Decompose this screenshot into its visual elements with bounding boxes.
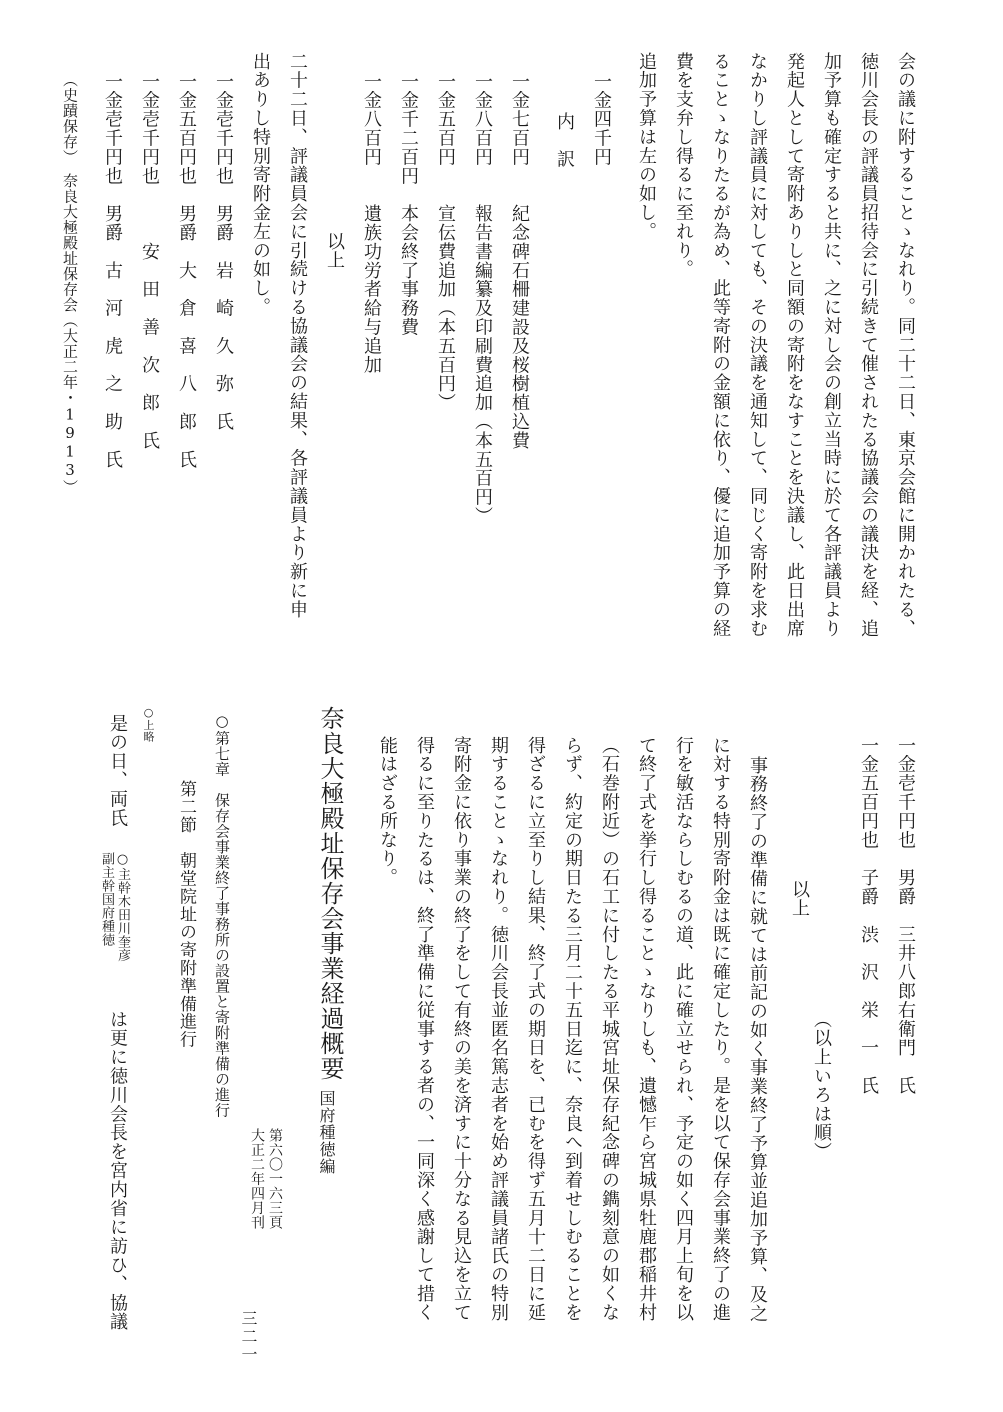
text-line: に対する特別寄附金は既に確定したり。是を以て保存会事業終了の進 [710,736,731,1322]
text-line: 期することゝなれり。徳川会長並匿名篤志者を始め評議員諸氏の特別 [488,736,509,1322]
text-line: 費を支弁し得るに至れり。 [673,52,694,279]
budget-item: 一金七百円 紀念碑石柵建設及桜樹植込費 [509,72,530,450]
text-line: 是の日、両氏 [107,714,128,828]
text-line: 得るに至りたるは、終了準備に従事する者の、一同深く感謝して措く [414,736,435,1322]
text-line: なかりし評議員に対しても、その決議を通知して、同じく寄附を求む [747,52,768,638]
text-line: （石巻附近）の石工に付したる平城宮址保存紀念碑の鐫刻意の如くな [599,736,620,1322]
text-line: 事務終了の準備に就ては前記の如く事業終了予算並追加予算、及之 [747,756,768,1323]
text-line: て終了式を挙行し得ることゝなりしも、遺憾乍ら宮城県牡鹿郡稲井村 [636,736,657,1322]
text-line: らず、約定の期日たる三月二十五日迄に、奈良へ到着せしむることを [562,736,583,1322]
text-line: 寄附金に依り事業の終了をして有終の美を済すに十分なる見込を立て [451,736,472,1322]
text-line: 徳川会長の評議員招待会に引続きて催されたる協議会の議決を経、追 [858,52,879,638]
page-number: 三二一 [239,1310,258,1364]
book-title: 奈良大極殿址保存会事業経過概要 [316,706,344,1081]
section-heading: 第二節 朝堂院址の寄附準備進行 [176,780,196,1049]
donation-item: 一金壱千円也 男爵 三井八郎右衛門 氏 [895,736,916,1096]
budget-item: 一金千二百円 本会終了事務費 [398,72,419,337]
budget-total: 一金四千円 [591,72,612,167]
end-mark: 以上 [789,880,810,918]
inline-note: 副主幹国府種徳 [99,852,114,947]
text-line: 行を敏活ならしむるの道、此に確立せられ、予定の如く四月上旬を以 [673,736,694,1322]
text-line: 能はざる所なり。 [377,736,398,888]
text-line: 発起人として寄附ありしと同額の寄附をなすことを決議し、此日出席 [784,52,805,638]
donation-item: 一金五百円也 子爵 渋 沢 栄 一 氏 [858,736,879,1096]
source-pages: 第六〇一六三頁 [267,1128,283,1230]
text-line: 追加予算は左の如し。 [636,52,657,241]
text-line: 加予算も確定すると共に、之に対し会の創立当時に於て各評議員より [821,52,842,638]
budget-item: 一金八百円 報告書編纂及印刷費追加（本五百円） [472,72,493,526]
omission-mark: ○上略 [142,706,155,743]
text-line: ることゝなりたるが為め、此等寄附の金額に依り、優に追加予算の経 [710,52,731,638]
donation-item: 一金壱千円也 男爵 岩 崎 久 弥 氏 [213,72,234,432]
text-line: 会の議に附することゝなれり。同二十二日、東京会館に開かれたる、 [895,52,916,638]
running-footer: （史蹟保存） 奈良大極殿址保存会（大正二年・1913） [61,72,79,495]
ordering-note: （以上いろは順） [811,1010,832,1162]
end-mark: 以上 [324,232,345,270]
text-line: 得ざるに立至りし結果、終了式の期日を、已むを得ず五月十二日に延 [525,736,546,1322]
breakdown-label: 内 訳 [554,112,575,169]
text-line: 二十二日、評議員会に引続ける協議会の結果、各評議員より新に申 [287,52,308,619]
donation-item: 一金壱千円也 安 田 善 次 郎 氏 [139,72,160,450]
book-editor: 国府種徳編 [317,1090,336,1175]
source-date: 大正二年四月刊 [249,1128,265,1230]
chapter-heading: ○第七章 保存会事業終了事務所の設置と寄附準備の進行 [213,712,231,1118]
text-line: 出ありし特別寄附金左の如し。 [250,52,271,317]
budget-item: 一金八百円 遺族功労者給与追加 [361,72,382,375]
donation-item: 一金五百円也 男爵 大 倉 喜 八 郎 氏 [176,72,197,469]
budget-item: 一金五百円 宣伝費追加（本五百円） [435,72,456,413]
text-line: は更に徳川会長を宮内省に訪ひ、協議 [107,1010,128,1332]
inline-note: ○主幹木田川奎彦 [115,852,130,962]
donation-item: 一金壱千円也 男爵 古 河 虎 之 助 氏 [102,72,123,469]
